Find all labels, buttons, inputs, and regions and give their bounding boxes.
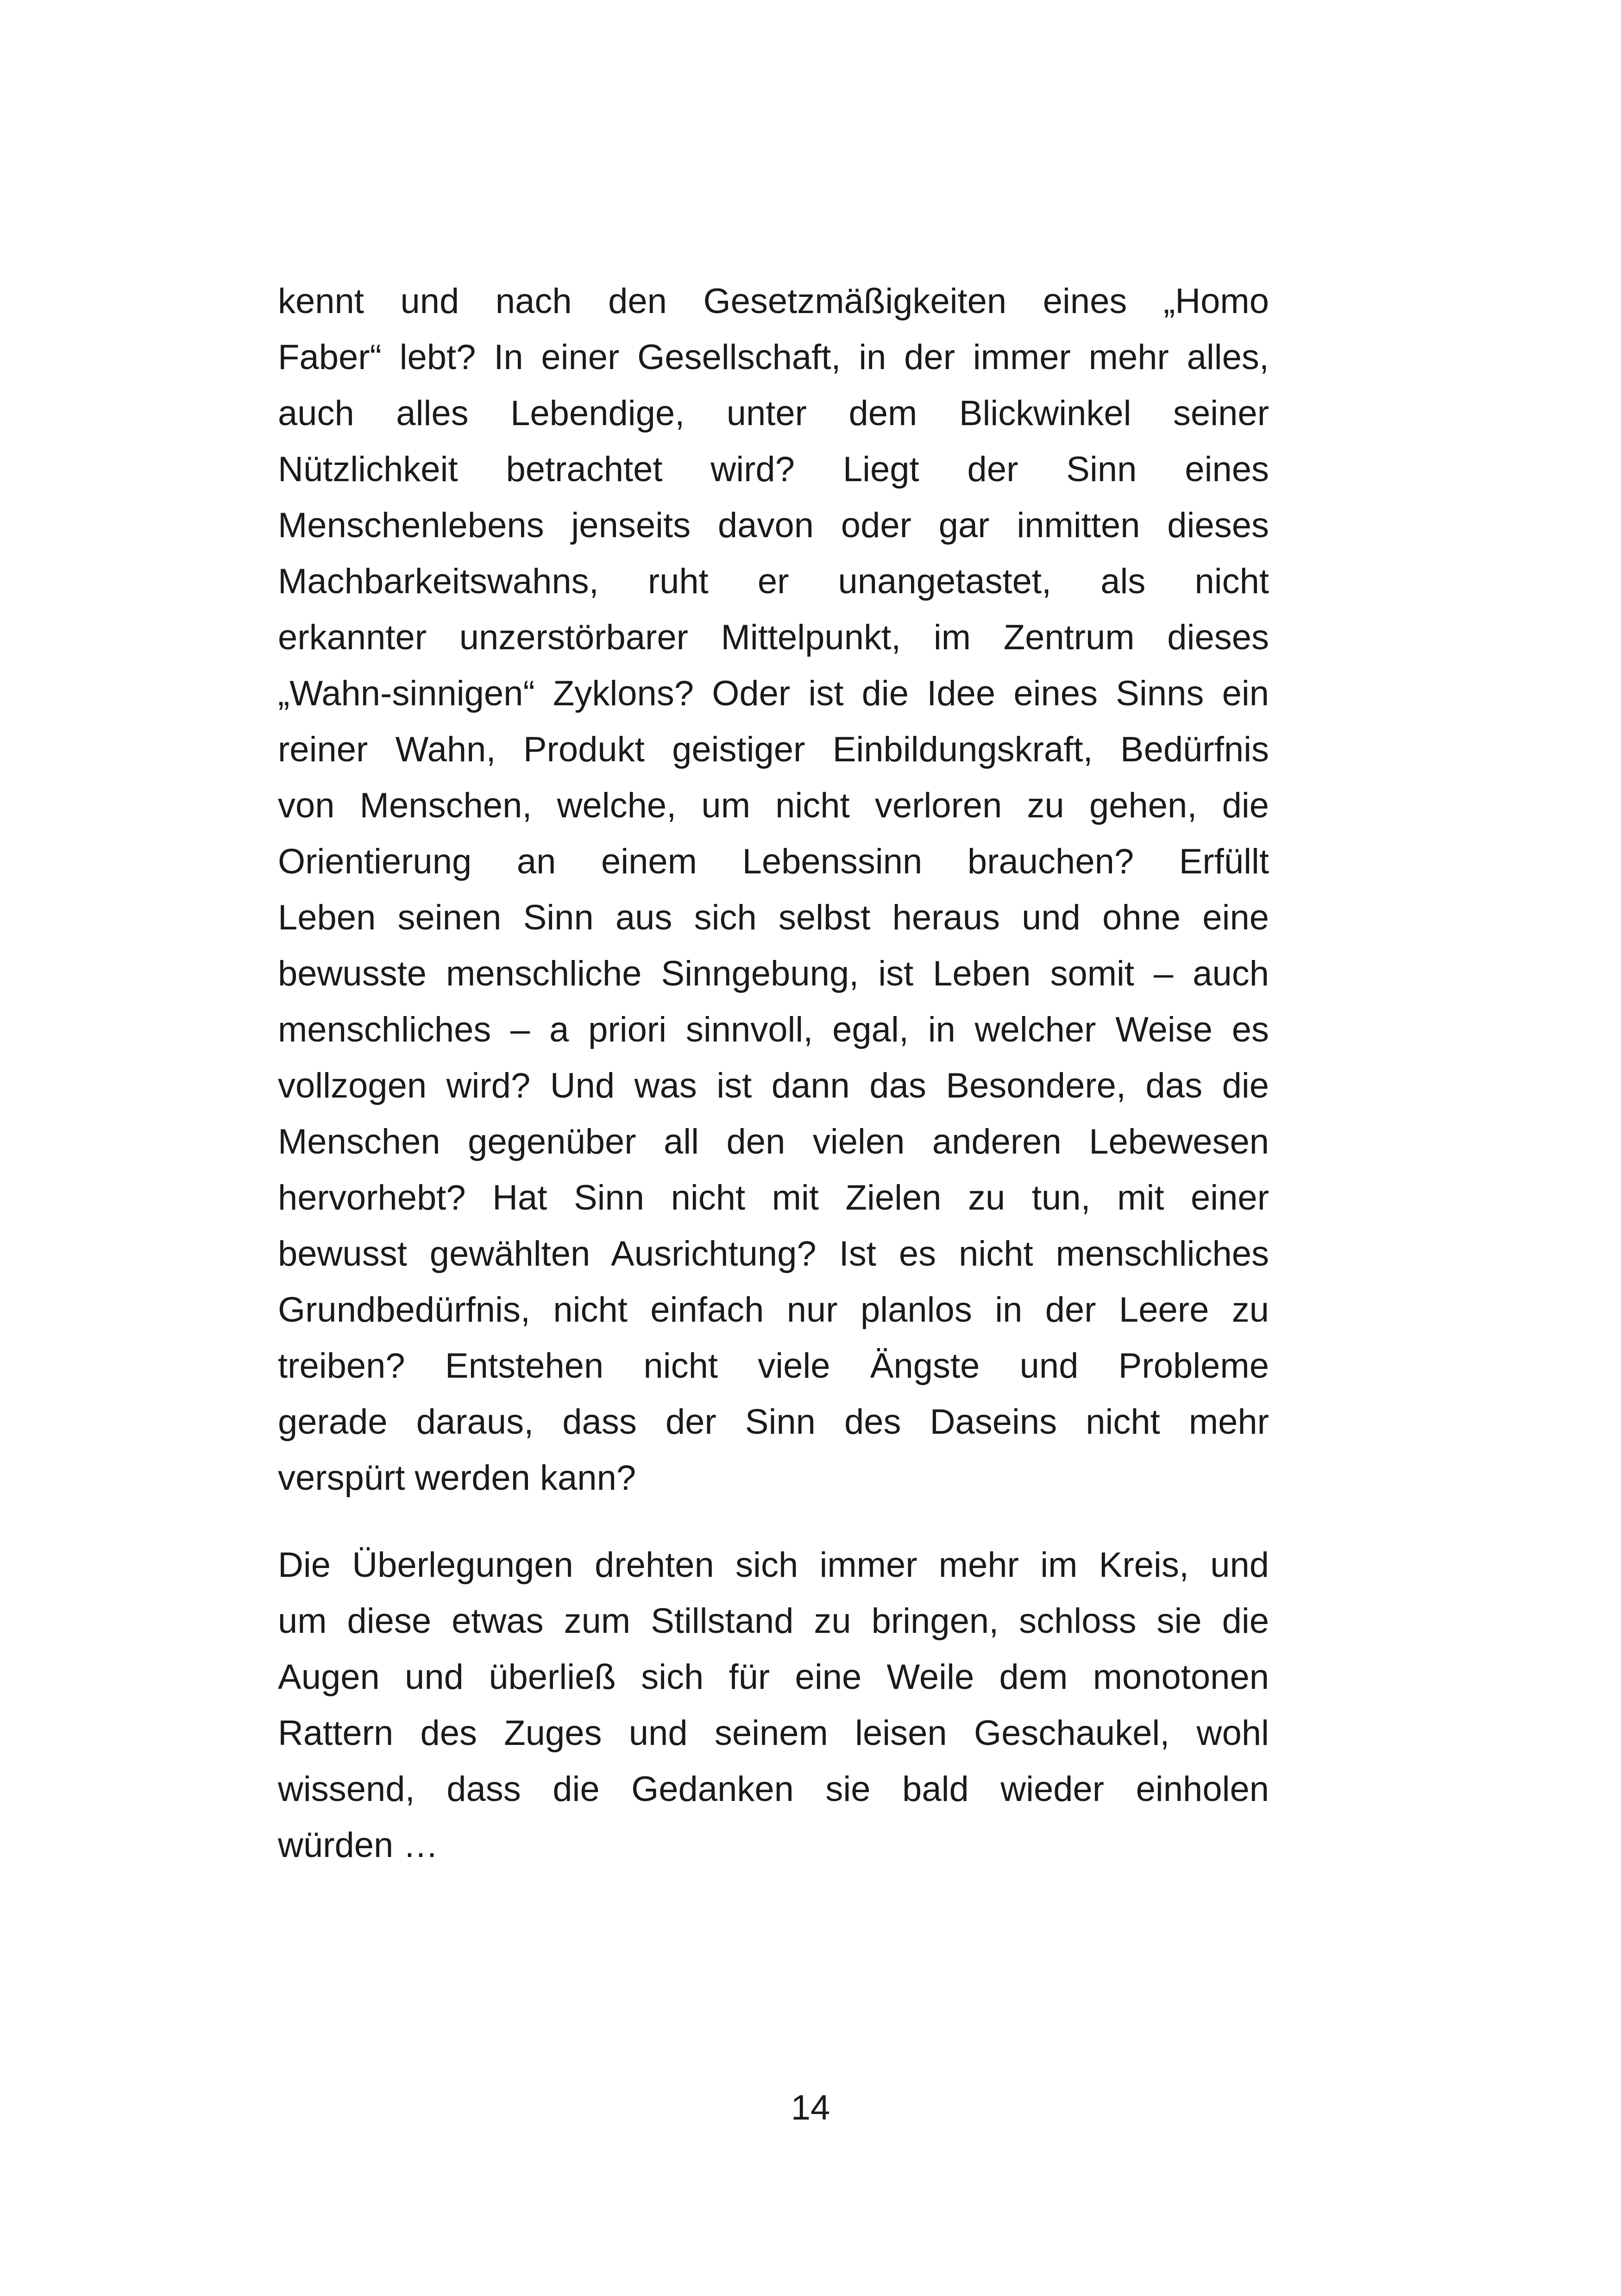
text-line: würden …: [278, 1826, 439, 1865]
text-line: Leben seinen Sinn aus sich selbst heraus und ohne eine: [278, 898, 1269, 937]
text-line: hervorhebt? Hat Sinn nicht mit Zielen zu tun, mit einer: [278, 1178, 1269, 1217]
text-line: Menschenlebens jenseits davon oder gar inmitten dieses: [278, 506, 1269, 545]
text-line: Machbarkeitswahns, ruht er unangetastet, als nicht: [278, 562, 1269, 601]
text-line: Die Überlegungen drehten sich immer mehr im Kreis, und: [278, 1545, 1269, 1585]
text-line: Faber“ lebt? In einer Gesellschaft, in der immer mehr alles,: [278, 338, 1269, 377]
text-line: bewusste menschliche Sinngebung, ist Leben somit – auch: [278, 954, 1269, 993]
text-line: kennt und nach den Gesetzmäßigkeiten eines „Homo: [278, 282, 1269, 321]
text-line: gerade daraus, dass der Sinn des Daseins nicht mehr: [278, 1402, 1269, 1442]
text-line: Menschen gegenüber all den vielen anderen Lebewesen: [278, 1122, 1269, 1161]
paragraph-spacer: [278, 1506, 1269, 1537]
text-line: auch alles Lebendige, unter dem Blickwinkel seiner: [278, 394, 1269, 433]
text-line: treiben? Entstehen nicht viele Ängste und Probleme: [278, 1346, 1269, 1386]
paragraph-1: [278, 273, 1269, 1506]
text-line: vollzogen wird? Und was ist dann das Besondere, das die: [278, 1066, 1269, 1105]
text-line: wissend, dass die Gedanken sie bald wieder einholen: [278, 1769, 1269, 1809]
text-line: Orientierung an einem Lebenssinn brauchen? Erfüllt: [278, 842, 1269, 881]
text-line: menschliches – a priori sinnvoll, egal, in welcher Weise es: [278, 1010, 1269, 1049]
paragraph-2: [278, 1537, 1269, 1873]
text-line: Nützlichkeit betrachtet wird? Liegt der Sinn eines: [278, 450, 1269, 489]
body-text: [278, 273, 1269, 1873]
text-line: um diese etwas zum Stillstand zu bringen, schloss sie die: [278, 1601, 1269, 1641]
text-line: bewusst gewählten Ausrichtung? Ist es nicht menschliches: [278, 1234, 1269, 1273]
text-line: von Menschen, welche, um nicht verloren zu gehen, die: [278, 786, 1269, 825]
text-line: „Wahn-sinnigen“ Zyklons? Oder ist die Idee eines Sinns ein: [278, 674, 1269, 713]
text-line: Rattern des Zuges und seinem leisen Geschaukel, wohl: [278, 1713, 1269, 1753]
text-line: erkannter unzerstörbarer Mittelpunkt, im Zentrum dieses: [278, 618, 1269, 657]
text-line: verspürt werden kann?: [278, 1458, 636, 1498]
text-line: reiner Wahn, Produkt geistiger Einbildungskraft, Bedürfnis: [278, 730, 1269, 769]
text-line: Augen und überließ sich für eine Weile dem monotonen: [278, 1657, 1269, 1697]
page-number: 14: [791, 2088, 830, 2127]
text-line: Grundbedürfnis, nicht einfach nur planlos in der Leere zu: [278, 1290, 1269, 1330]
